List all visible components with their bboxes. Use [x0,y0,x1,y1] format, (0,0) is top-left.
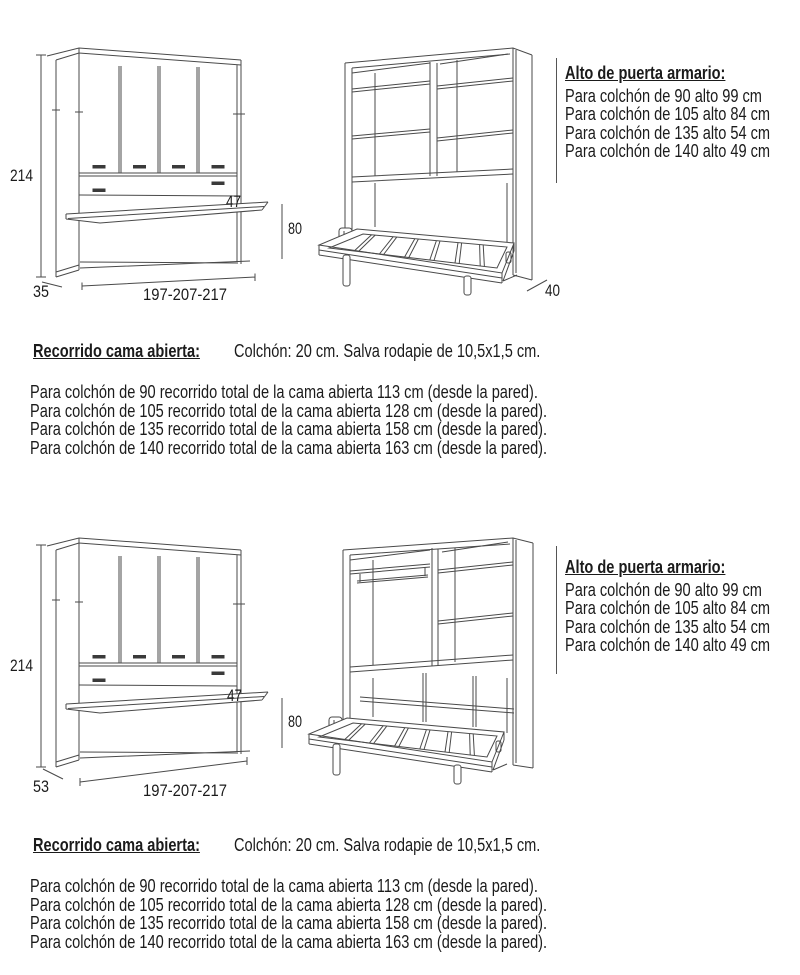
recorrido-line: Para colchón de 90 recorrido total de la cama abierta 113 cm (desde la pared). [30,876,538,896]
desk-dim-label-top: 47 [226,192,241,211]
door-height-line: Para colchón de 135 alto 54 cm [565,616,771,637]
door-height-line: Para colchón de 135 alto 54 cm [565,122,771,143]
recorrido-info-bottom [30,836,770,951]
recorrido-title: Recorrido cama abierta: [33,835,200,855]
center-divider [430,62,437,176]
desk-dim-label-bottom: 47 [227,686,242,705]
width-dim-label-top: 197-207-217 [143,285,227,304]
recorrido-line: Para colchón de 140 recorrido total de la cama abierta 163 cm (desde la pared). [30,931,548,952]
shelf-behind-bed [360,697,514,713]
height-dim-label-top: 214 [10,166,33,185]
recorrido-line: Para colchón de 90 recorrido total de la cama abierta 113 cm (desde la pared). [30,382,538,402]
door-height-line: Para colchón de 90 alto 99 cm [565,579,762,600]
center-divider [432,548,438,666]
width-dim-label-bottom: 197-207-217 [143,781,227,800]
recorrido-line: Para colchón de 105 recorrido total de la cama abierta 128 cm (desde la pared). [30,400,548,421]
door-height-info-top [556,58,800,183]
folded-down-bed-bottom [309,717,507,784]
recorrido-line: Para colchón de 140 recorrido total de la cama abierta 163 cm (desde la pared). [30,437,548,458]
bed-height-dim-label-bottom: 80 [288,712,302,731]
door-height-line: Para colchón de 140 alto 49 cm [565,141,771,162]
front-view-drawing-bottom [36,538,268,767]
recorrido-note: Colchón: 20 cm. Salva rodapie de 10,5x1,5 cm. [234,835,541,855]
recorrido-line: Para colchón de 135 recorrido total de la cama abierta 158 cm (desde la pared). [30,419,548,440]
door-height-line: Para colchón de 140 alto 49 cm [565,635,771,656]
open-back-edges [350,542,508,665]
shelves [352,78,513,182]
door-height-title: Alto de puerta armario: [565,63,726,83]
bed-height-dim-label-top: 80 [288,219,302,238]
front-view-drawing-top [36,48,268,277]
door-height-title: Alto de puerta armario: [565,557,726,577]
recorrido-line: Para colchón de 105 recorrido total de la cama abierta 128 cm (desde la pared). [30,894,548,915]
height-dim-label-bottom: 214 [10,656,33,675]
open-depth-dim-label-top: 40 [545,281,560,300]
door-height-line: Para colchón de 105 alto 84 cm [565,104,771,125]
recorrido-info-top [30,342,770,457]
recorrido-line: Para colchón de 135 recorrido total de la cama abierta 158 cm (desde la pared). [30,913,548,934]
depth-dim-label-top: 35 [33,282,49,301]
door-height-line: Para colchón de 105 alto 84 cm [565,598,771,619]
door-height-info-bottom [556,546,800,674]
open-depth-dim-line [527,280,547,291]
folded-down-bed-top [319,228,517,295]
depth-dim-label-bottom: 53 [33,777,49,796]
recorrido-title: Recorrido cama abierta: [33,341,200,361]
recorrido-note: Colchón: 20 cm. Salva rodapie de 10,5x1,5 cm. [234,341,541,361]
door-height-line: Para colchón de 90 alto 99 cm [565,85,762,106]
